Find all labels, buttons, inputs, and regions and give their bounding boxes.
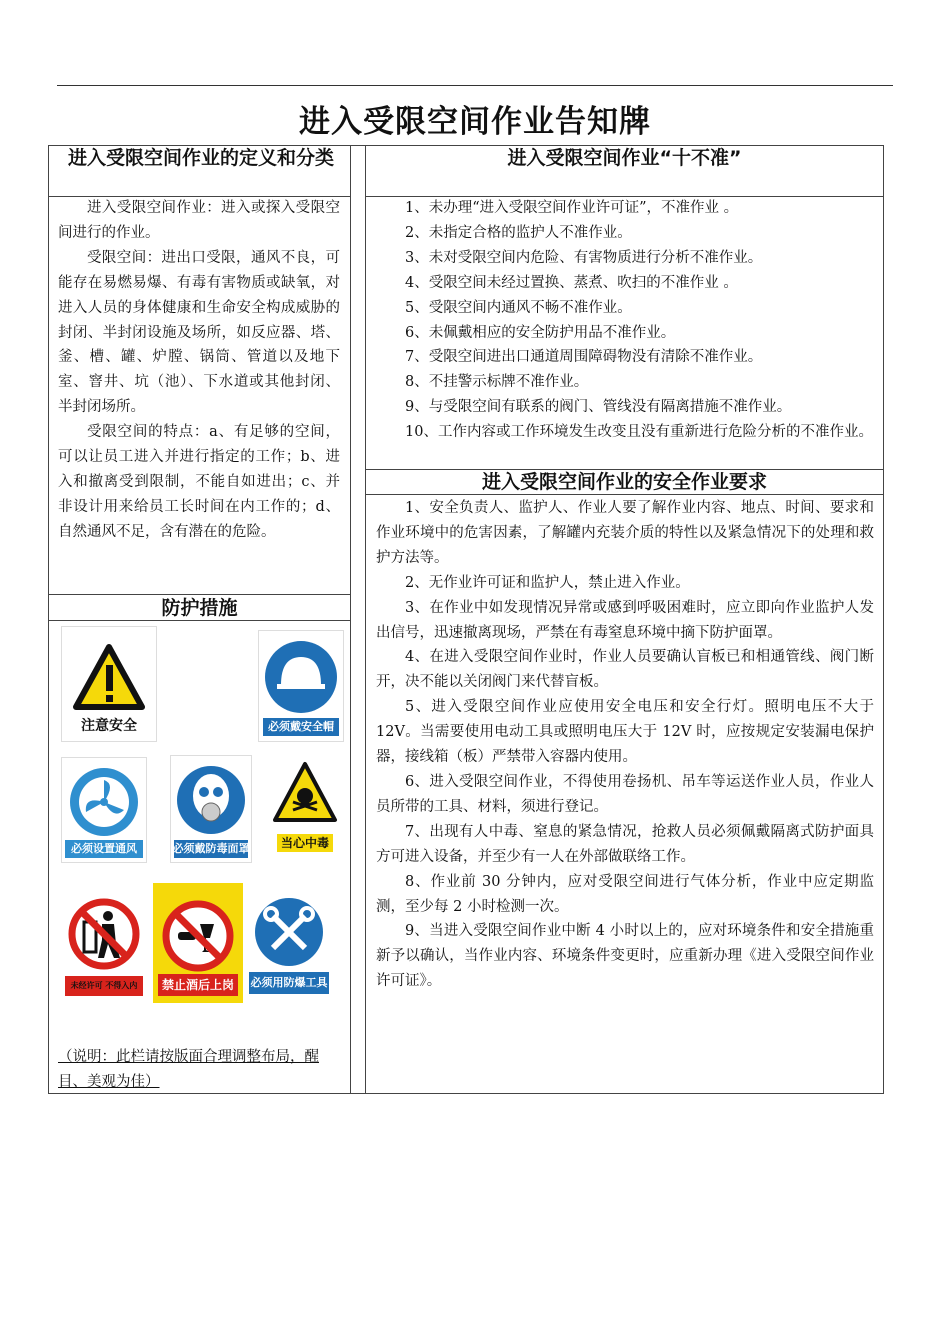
list-item: 3、未对受限空间内危险、有害物质进行分析不准作业。 <box>405 249 763 266</box>
list-item: 3、在作业中如发现情况异常或感到呼吸困难时，应立即向作业监护人发出信号，迅速撤离现场，严禁在有毒窒息环境中摘下防护面罩。 <box>376 599 874 641</box>
definition-text <box>58 196 340 545</box>
column-divider <box>365 145 366 1094</box>
list-item: 2、未指定合格的监护人不准作业。 <box>405 224 632 241</box>
sign-caution <box>61 626 157 742</box>
ten-prohibitions-list <box>376 196 874 445</box>
sign-ventilation <box>61 757 147 863</box>
sign-no-entry <box>61 883 147 1003</box>
list-item: 8、作业前 30 分钟内，应对受限空间进行气体分析，作业中应定期监测，至少每 2 小时检测一次。 <box>376 873 874 915</box>
protection-header: 防护措施 <box>161 597 238 619</box>
page-title: 进入受限空间作业告知牌 <box>299 104 651 140</box>
list-item: 1、未办理“进入受限空间作业许可证”，不准作业 。 <box>405 200 739 216</box>
definition-header: 进入受限空间作业的定义和分类 <box>67 147 334 169</box>
row-divider <box>48 594 351 595</box>
sign-label: 必须设置通风 <box>71 842 137 855</box>
list-item: 10、工作内容或工作环境发生改变且没有重新进行危险分析的不准作业。 <box>405 424 873 441</box>
definition-paragraph: 受限空间的特点：a、有足够的空间，可以让员工进入并进行指定的工作；b、进入和撤离受到限制，不能自如进出；c、并非设计用来给员工长时间在内工作的；d、自然通风不足，含有潜在的危险。 <box>58 424 340 540</box>
sign-label: 注意安全 <box>81 718 137 734</box>
sign-label: 当心中毒 <box>280 836 329 850</box>
sign-label: 禁止酒后上岗 <box>161 978 234 992</box>
layout-note: （说明：此栏请按版面合理调整布局，醒目、美观为佳） <box>58 1049 319 1090</box>
list-item: 5、进入受限空间作业应使用安全电压和安全行灯。照明电压不大于 12V。当需要使用电动工具或照明电压大于 12V 时，应按规定安装漏电保护器，接线箱（板）严禁带入容器内使用。 <box>376 699 874 766</box>
definition-paragraph: 受限空间：进出口受限，通风不良，可能存在易燃易爆、有毒有害物质或缺氧，对进入人员的身体健康和生命安全构成威胁的封闭、半封闭设施及场所，如反应器、塔、釜、槽、罐、炉膛、锅筒、管道以及地下室、窨井、坑（池）、下水道或其他封闭、半封闭场所。 <box>58 249 340 416</box>
sign-label: 必须戴防毒面罩 <box>172 842 250 855</box>
notice-table <box>48 145 884 1094</box>
sign-gas-mask <box>170 755 252 863</box>
list-item: 9、当进入受限空间作业中断 4 小时以上的，应对环境条件和安全措施重新予以确认，当作业内容、环境条件变更时，应重新办理《进入受限空间作业许可证》。 <box>376 923 874 990</box>
list-item: 4、受限空间未经过置换、蒸煮、吹扫的不准作业 。 <box>405 274 738 291</box>
sign-explosion-proof-tools <box>246 883 332 1003</box>
row-divider <box>48 620 351 621</box>
list-item: 1、安全负责人、监护人、作业人要了解作业内容、地点、时间、要求和作业环境中的危害因素，了解罐内充装介质的特性以及紧急情况下的处理和救护方法等。 <box>376 500 874 566</box>
sign-no-alcohol <box>153 883 243 1003</box>
list-item: 7、受限空间进出口通道周围障碍物没有清除不准作业。 <box>405 349 763 366</box>
row-divider <box>365 494 884 495</box>
list-item: 6、进入受限空间作业，不得使用卷扬机、吊车等运送作业人员，作业人员所带的工具、材料，须进行登记。 <box>376 773 874 815</box>
requirements-header: 进入受限空间作业的安全作业要求 <box>481 471 767 493</box>
list-item: 7、出现有人中毒、窒息的紧急情况，抢救人员必须佩戴隔离式防护面具方可进入设备，并至少有一人在外部做联络工作。 <box>376 823 874 865</box>
list-item: 8、不挂警示标牌不准作业。 <box>405 374 589 391</box>
list-item: 2、无作业许可证和监护人，禁止进入作业。 <box>405 574 690 591</box>
requirements-list <box>376 496 874 994</box>
top-rule <box>57 85 893 86</box>
sign-poison <box>268 757 342 863</box>
sign-label: 必须戴安全帽 <box>268 720 334 733</box>
list-item: 4、在进入受限空间作业时，作业人员要确认盲板已和相通管线、阀门断开，决不能以关闭阀门来代替盲板。 <box>376 649 874 691</box>
list-item: 9、与受限空间有联系的阀门、管线没有隔离措施不准作业。 <box>405 399 792 416</box>
definition-paragraph: 进入受限空间作业：进入或探入受限空间进行的作业。 <box>58 200 340 241</box>
ten-prohibitions-header: 进入受限空间作业“十不准” <box>507 147 742 169</box>
sign-label: 未经许可 不得入内 <box>70 981 138 990</box>
table-border-right <box>883 145 884 1094</box>
sign-label: 必须用防爆工具 <box>250 976 328 989</box>
sign-helmet <box>258 630 344 742</box>
list-item: 5、受限空间内通风不畅不准作业。 <box>405 299 632 316</box>
list-item: 6、未佩戴相应的安全防护用品不准作业。 <box>405 324 676 341</box>
